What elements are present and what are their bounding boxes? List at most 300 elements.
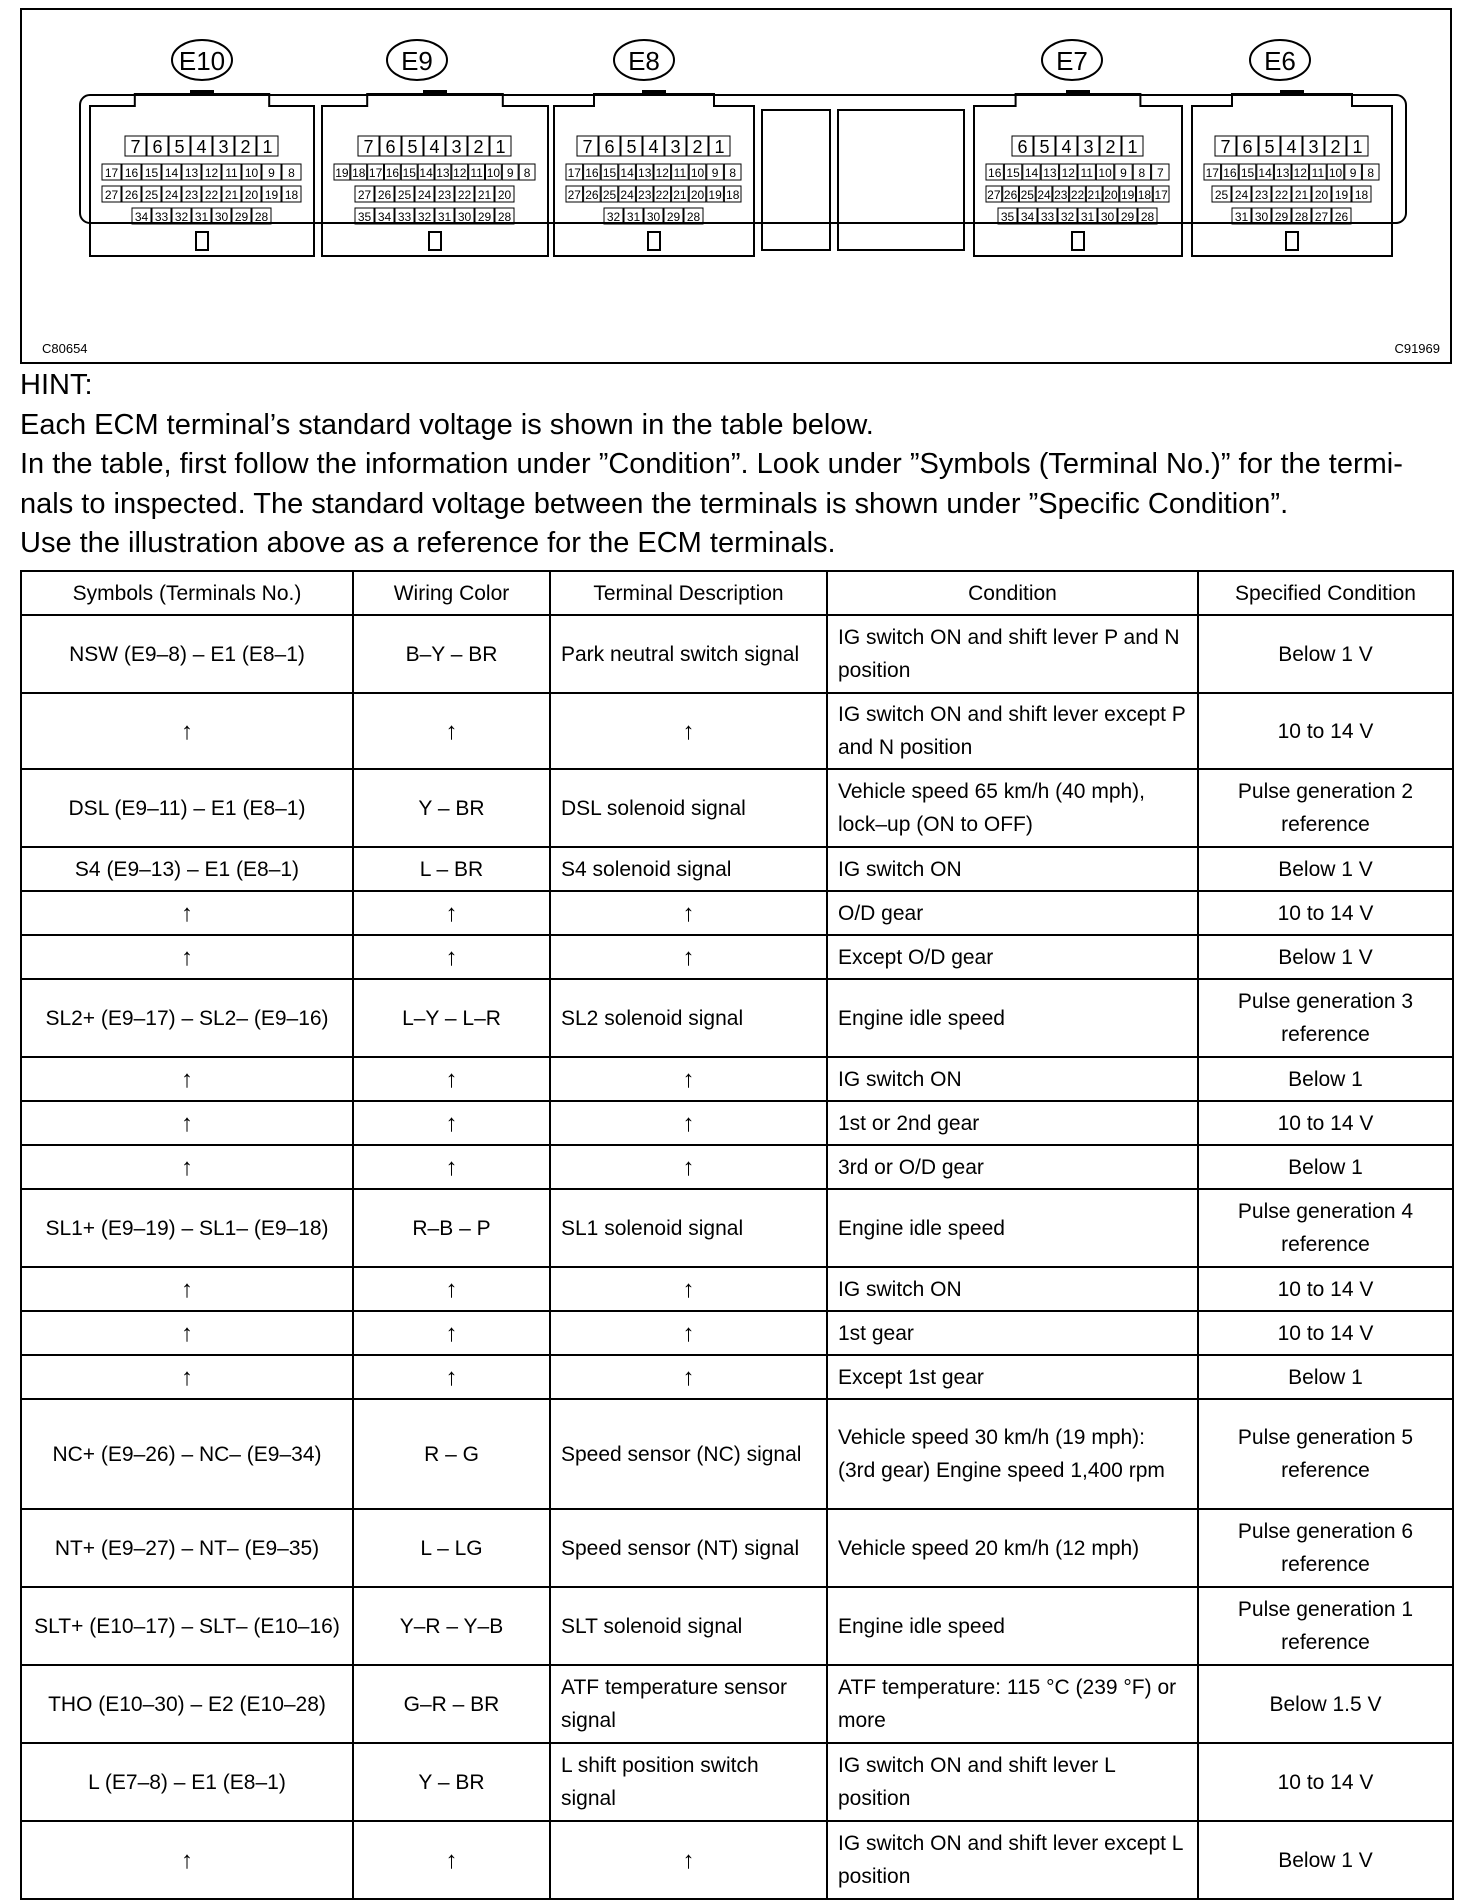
terminal-number: 12 — [1061, 166, 1075, 180]
terminal-number: 6 — [604, 137, 615, 157]
terminal-number: 32 — [417, 210, 432, 224]
terminal-number: 9 — [1349, 166, 1357, 180]
cell-terminal-description: ↑ — [550, 1057, 827, 1101]
cell-condition: Vehicle speed 65 km/h (40 mph), lock–up (ON to OFF) — [827, 769, 1198, 847]
table-row — [21, 1821, 1453, 1899]
cell-specified-condition: Pulse generation 4 reference — [1198, 1189, 1453, 1267]
terminal-number: 11 — [1080, 166, 1093, 180]
blank-slot — [762, 110, 830, 250]
terminal-number: 2 — [1330, 137, 1341, 157]
terminal-number: 16 — [988, 166, 1002, 180]
terminal-number: 12 — [655, 166, 669, 180]
terminal-number: 12 — [1293, 166, 1307, 180]
table-row — [21, 693, 1453, 769]
terminal-number: 25 — [397, 188, 412, 202]
terminal-number: 11 — [470, 166, 483, 180]
terminal-number: 4 — [429, 137, 440, 157]
cell-condition: IG switch ON and shift lever P and N position — [827, 615, 1198, 693]
table-row — [21, 891, 1453, 935]
terminal-number: 29 — [1274, 210, 1289, 224]
table-row — [21, 1665, 1453, 1743]
cell-specified-condition: Below 1 — [1198, 1355, 1453, 1399]
terminal-number: 29 — [666, 210, 681, 224]
cell-wiring-color: ↑ — [353, 1311, 550, 1355]
cell-symbols: SL2+ (E9–17) – SL2– (E9–16) — [21, 979, 353, 1057]
cell-condition: IG switch ON — [827, 847, 1198, 891]
cell-wiring-color: ↑ — [353, 1057, 550, 1101]
cell-wiring-color: R – G — [353, 1399, 550, 1509]
terminal-number: 24 — [620, 188, 634, 202]
cell-terminal-description: ↑ — [550, 1267, 827, 1311]
terminal-number: 1 — [495, 137, 506, 157]
cell-condition: Engine idle speed — [827, 1587, 1198, 1665]
terminal-number: 20 — [1104, 188, 1118, 202]
terminal-number: 22 — [204, 188, 219, 202]
cell-specified-condition: Below 1 V — [1198, 847, 1453, 891]
hint-section — [20, 366, 1460, 564]
ecm-connector-illustration — [22, 10, 1450, 362]
cell-symbols: DSL (E9–11) – E1 (E8–1) — [21, 769, 353, 847]
terminal-number: 29 — [477, 210, 492, 224]
table-row — [21, 979, 1453, 1057]
terminal-number: 13 — [436, 166, 450, 180]
cell-symbols: ↑ — [21, 693, 353, 769]
terminal-number: 12 — [453, 166, 467, 180]
terminal-number: 20 — [1314, 188, 1329, 202]
terminal-number: 3 — [1308, 137, 1319, 157]
hint-title: HINT: — [20, 369, 93, 401]
table-row — [21, 1101, 1453, 1145]
terminal-number: 3 — [670, 137, 681, 157]
terminal-number: 15 — [402, 166, 416, 180]
terminal-number: 17 — [1205, 166, 1219, 180]
header-specified-condition: Specified Condition — [1198, 571, 1453, 615]
cell-specified-condition: Pulse generation 5 reference — [1198, 1399, 1453, 1509]
terminal-number: 21 — [224, 188, 239, 202]
terminal-number: 25 — [602, 188, 617, 202]
terminal-number: 13 — [1043, 166, 1057, 180]
cell-specified-condition: 10 to 14 V — [1198, 1743, 1453, 1821]
terminal-number: 28 — [1294, 210, 1309, 224]
connector-label: E10 — [178, 46, 226, 76]
cell-specified-condition: 10 to 14 V — [1198, 1311, 1453, 1355]
terminal-number: 23 — [184, 188, 199, 202]
cell-specified-condition: Below 1 V — [1198, 935, 1453, 979]
table-row — [21, 1587, 1453, 1665]
table-row — [21, 1743, 1453, 1821]
cell-condition: Engine idle speed — [827, 1189, 1198, 1267]
terminal-number: 27 — [567, 188, 581, 202]
terminal-number: 7 — [582, 137, 593, 157]
terminal-number: 26 — [1334, 210, 1349, 224]
cell-symbols: S4 (E9–13) – E1 (E8–1) — [21, 847, 353, 891]
terminal-number: 3 — [451, 137, 462, 157]
cell-wiring-color: Y – BR — [353, 1743, 550, 1821]
terminal-number: 9 — [711, 166, 719, 180]
terminal-number: 26 — [585, 188, 599, 202]
header-symbols: Symbols (Terminals No.) — [21, 571, 353, 615]
terminal-number: 26 — [377, 188, 392, 202]
table-row — [21, 1267, 1453, 1311]
cell-condition: IG switch ON and shift lever L position — [827, 1743, 1198, 1821]
cell-symbols: NT+ (E9–27) – NT– (E9–35) — [21, 1509, 353, 1587]
cell-condition: Vehicle speed 20 km/h (12 mph) — [827, 1509, 1198, 1587]
cell-specified-condition: Below 1 V — [1198, 615, 1453, 693]
cell-condition: IG switch ON and shift lever except P and N position — [827, 693, 1198, 769]
terminal-number: 18 — [1354, 188, 1369, 202]
terminal-number: 2 — [240, 137, 251, 157]
terminal-number: 17 — [368, 166, 383, 180]
table-row — [21, 1057, 1453, 1101]
cell-terminal-description: ↑ — [550, 1355, 827, 1399]
cell-wiring-color: L – BR — [353, 847, 550, 891]
terminal-number: 7 — [130, 137, 141, 157]
connector-e9 — [322, 40, 548, 256]
cell-specified-condition: Below 1 V — [1198, 1821, 1453, 1899]
terminal-number: 2 — [1105, 137, 1116, 157]
terminal-number: 9 — [268, 166, 275, 180]
terminal-number: 1 — [1352, 137, 1363, 157]
terminal-number: 14 — [1024, 166, 1039, 180]
terminal-number: 15 — [1006, 166, 1020, 180]
terminal-number: 21 — [673, 188, 687, 202]
cell-symbols: ↑ — [21, 935, 353, 979]
connector-label: E9 — [401, 46, 433, 76]
terminal-number: 9 — [1120, 166, 1127, 180]
terminal-number: 17 — [567, 166, 581, 180]
cell-terminal-description: Speed sensor (NT) signal — [550, 1509, 827, 1587]
terminal-number: 1 — [262, 137, 273, 157]
cell-terminal-description: ATF temperature sensor signal — [550, 1665, 827, 1743]
terminal-number: 19 — [1334, 188, 1349, 202]
terminal-number: 11 — [225, 166, 238, 180]
cell-condition: Except 1st gear — [827, 1355, 1198, 1399]
cell-terminal-description: ↑ — [550, 891, 827, 935]
cell-condition: 1st or 2nd gear — [827, 1101, 1198, 1145]
connector-label: E6 — [1264, 46, 1296, 76]
connector-label: E8 — [628, 46, 660, 76]
terminal-number: 27 — [987, 188, 1001, 202]
terminal-number: 21 — [477, 188, 492, 202]
cell-terminal-description: SLT solenoid signal — [550, 1587, 827, 1665]
cell-symbols: NSW (E9–8) – E1 (E8–1) — [21, 615, 353, 693]
connector-label: E7 — [1056, 46, 1088, 76]
terminal-number: 8 — [1138, 166, 1146, 180]
hint-line: nals to inspected. The standard voltage between the terminals is shown under ”Specific Condition”. — [20, 487, 1289, 520]
cell-wiring-color: ↑ — [353, 1355, 550, 1399]
table-row — [21, 1399, 1453, 1509]
terminal-number: 18 — [1137, 188, 1152, 202]
terminal-number: 30 — [457, 210, 472, 224]
terminal-number: 3 — [218, 137, 229, 157]
terminal-number: 6 — [1242, 137, 1253, 157]
cell-terminal-description: ↑ — [550, 935, 827, 979]
terminal-number: 8 — [729, 166, 737, 180]
terminal-number: 14 — [164, 166, 179, 180]
cell-symbols: SL1+ (E9–19) – SL1– (E9–18) — [21, 1189, 353, 1267]
terminal-number: 28 — [1140, 210, 1155, 224]
terminal-number: 28 — [497, 210, 512, 224]
hint-line: In the table, first follow the information under ”Condition”. Look under ”Symbols (Terminal No.)” for the termi- — [20, 448, 1403, 480]
terminal-number: 30 — [1254, 210, 1269, 224]
table-header-row — [21, 571, 1453, 615]
cell-specified-condition: 10 to 14 V — [1198, 693, 1453, 769]
cell-specified-condition: Below 1 — [1198, 1145, 1453, 1189]
terminal-number: 19 — [264, 188, 279, 202]
cell-terminal-description: ↑ — [550, 1101, 827, 1145]
terminal-number: 33 — [397, 210, 412, 224]
terminal-number: 16 — [1223, 166, 1237, 180]
terminal-number: 16 — [585, 166, 599, 180]
terminal-number: 24 — [1234, 188, 1249, 202]
cell-symbols: SLT+ (E10–17) – SLT– (E10–16) — [21, 1587, 353, 1665]
terminal-number: 35 — [357, 210, 372, 224]
terminal-number: 11 — [673, 166, 687, 180]
terminal-number: 24 — [164, 188, 179, 202]
header-wiring-color: Wiring Color — [353, 571, 550, 615]
cell-wiring-color: L – LG — [353, 1509, 550, 1587]
cell-wiring-color: L–Y – L–R — [353, 979, 550, 1057]
terminal-number: 32 — [1060, 210, 1075, 224]
table-row — [21, 1355, 1453, 1399]
terminal-number: 22 — [1070, 188, 1085, 202]
terminal-number: 30 — [1100, 210, 1115, 224]
terminal-number: 30 — [646, 210, 661, 224]
terminal-number: 1 — [1127, 137, 1138, 157]
terminal-number: 8 — [523, 166, 531, 180]
cell-terminal-description: ↑ — [550, 693, 827, 769]
terminal-number: 22 — [1274, 188, 1289, 202]
table-row — [21, 1145, 1453, 1189]
terminal-number: 31 — [437, 210, 452, 224]
terminal-number: 23 — [437, 188, 452, 202]
cell-condition: Engine idle speed — [827, 979, 1198, 1057]
hint-line: Each ECM terminal’s standard voltage is shown in the table below. — [20, 408, 874, 441]
terminal-number: 31 — [1234, 210, 1249, 224]
terminal-number: 30 — [214, 210, 229, 224]
cell-condition: 1st gear — [827, 1311, 1198, 1355]
terminal-number: 2 — [473, 137, 484, 157]
blank-slot — [838, 110, 964, 250]
terminal-number: 35 — [1000, 210, 1015, 224]
terminal-number: 15 — [1240, 166, 1255, 180]
cell-wiring-color: ↑ — [353, 1267, 550, 1311]
terminal-number: 28 — [254, 210, 269, 224]
terminal-number: 16 — [124, 166, 139, 180]
terminal-number: 4 — [1061, 137, 1072, 157]
terminal-number: 2 — [692, 137, 703, 157]
terminal-number: 10 — [486, 166, 501, 180]
terminal-number: 22 — [457, 188, 472, 202]
terminal-number: 13 — [1276, 166, 1290, 180]
cell-terminal-description: DSL solenoid signal — [550, 769, 827, 847]
cell-symbols: NC+ (E9–26) – NC– (E9–34) — [21, 1399, 353, 1509]
header-terminal-description: Terminal Description — [550, 571, 827, 615]
cell-symbols: ↑ — [21, 1145, 353, 1189]
cell-specified-condition: 10 to 14 V — [1198, 891, 1453, 935]
cell-wiring-color: G–R – BR — [353, 1665, 550, 1743]
cell-condition: Vehicle speed 30 km/h (19 mph): (3rd gear) Engine speed 1,400 rpm — [827, 1399, 1198, 1509]
cell-terminal-description: SL1 solenoid signal — [550, 1189, 827, 1267]
table-row — [21, 1189, 1453, 1267]
terminal-number: 23 — [1254, 188, 1269, 202]
terminal-number: 21 — [1087, 188, 1101, 202]
connector-housing — [80, 95, 1406, 223]
terminal-number: 5 — [1039, 137, 1050, 157]
terminal-number: 20 — [244, 188, 259, 202]
cell-wiring-color: ↑ — [353, 1821, 550, 1899]
terminal-number: 13 — [184, 166, 199, 180]
cell-wiring-color: R–B – P — [353, 1189, 550, 1267]
terminal-number: 7 — [1156, 166, 1164, 180]
terminal-number: 27 — [104, 188, 119, 202]
terminal-number: 29 — [1120, 210, 1135, 224]
terminal-number: 5 — [1264, 137, 1275, 157]
terminal-number: 14 — [419, 166, 433, 180]
terminal-number: 7 — [363, 137, 374, 157]
cell-specified-condition: Below 1.5 V — [1198, 1665, 1453, 1743]
terminal-number: 8 — [288, 166, 295, 180]
cell-condition: IG switch ON — [827, 1057, 1198, 1101]
cell-symbols: ↑ — [21, 1057, 353, 1101]
cell-specified-condition: Below 1 — [1198, 1057, 1453, 1101]
terminal-number: 34 — [134, 210, 149, 224]
terminal-number: 28 — [686, 210, 701, 224]
terminal-number: 22 — [655, 188, 669, 202]
terminal-number: 4 — [1286, 137, 1297, 157]
cell-specified-condition: 10 to 14 V — [1198, 1267, 1453, 1311]
cell-wiring-color: Y–R – Y–B — [353, 1587, 550, 1665]
terminal-number: 21 — [1294, 188, 1309, 202]
terminal-number: 11 — [1311, 166, 1325, 180]
table-row — [21, 769, 1453, 847]
cell-terminal-description: ↑ — [550, 1821, 827, 1899]
terminal-number: 19 — [1121, 188, 1135, 202]
cell-terminal-description: Speed sensor (NC) signal — [550, 1399, 827, 1509]
cell-symbols: THO (E10–30) – E2 (E10–28) — [21, 1665, 353, 1743]
terminal-number: 5 — [407, 137, 418, 157]
terminal-number: 31 — [194, 210, 209, 224]
cell-symbols: ↑ — [21, 1101, 353, 1145]
terminal-number: 10 — [1098, 166, 1112, 180]
terminal-number: 18 — [284, 188, 299, 202]
terminal-number: 6 — [152, 137, 163, 157]
table-row — [21, 935, 1453, 979]
cell-condition: ATF temperature: 115 °C (239 °F) or more — [827, 1665, 1198, 1743]
terminal-number: 15 — [602, 166, 617, 180]
terminal-number: 18 — [726, 188, 740, 202]
terminal-number: 12 — [204, 166, 219, 180]
cell-symbols: L (E7–8) – E1 (E8–1) — [21, 1743, 353, 1821]
cell-specified-condition: Pulse generation 6 reference — [1198, 1509, 1453, 1587]
cell-specified-condition: Pulse generation 2 reference — [1198, 769, 1453, 847]
terminal-number: 33 — [1040, 210, 1055, 224]
cell-specified-condition: 10 to 14 V — [1198, 1101, 1453, 1145]
terminal-number: 14 — [1258, 166, 1272, 180]
cell-wiring-color: ↑ — [353, 693, 550, 769]
cell-symbols: ↑ — [21, 891, 353, 935]
cell-terminal-description: ↑ — [550, 1145, 827, 1189]
terminal-number: 6 — [385, 137, 396, 157]
cell-symbols: ↑ — [21, 1311, 353, 1355]
table-row — [21, 847, 1453, 891]
cell-specified-condition: Pulse generation 3 reference — [1198, 979, 1453, 1057]
cell-condition: O/D gear — [827, 891, 1198, 935]
terminal-number: 7 — [1220, 137, 1231, 157]
cell-condition: IG switch ON — [827, 1267, 1198, 1311]
table-row — [21, 1509, 1453, 1587]
terminal-number: 17 — [1154, 188, 1168, 202]
terminal-number: 1 — [714, 137, 725, 157]
terminal-number: 26 — [1003, 188, 1018, 202]
cell-terminal-description: SL2 solenoid signal — [550, 979, 827, 1057]
terminal-number: 17 — [104, 166, 119, 180]
table-row — [21, 615, 1453, 693]
cell-terminal-description: Park neutral switch signal — [550, 615, 827, 693]
cell-specified-condition: Pulse generation 1 reference — [1198, 1587, 1453, 1665]
connector-diagram — [20, 8, 1452, 364]
terminal-number: 16 — [385, 166, 400, 180]
terminal-number: 20 — [497, 188, 512, 202]
terminal-number: 32 — [606, 210, 621, 224]
figure-code-left: C80654 — [42, 341, 88, 356]
terminal-number: 10 — [244, 166, 259, 180]
terminal-number: 5 — [626, 137, 637, 157]
cell-condition: IG switch ON and shift lever except L position — [827, 1821, 1198, 1899]
cell-terminal-description: ↑ — [550, 1311, 827, 1355]
terminal-number: 27 — [357, 188, 372, 202]
connector-e7 — [974, 40, 1182, 256]
terminal-number: 4 — [196, 137, 207, 157]
terminal-number: 10 — [1328, 166, 1343, 180]
terminal-number: 31 — [626, 210, 641, 224]
terminal-number: 19 — [708, 188, 722, 202]
cell-symbols: ↑ — [21, 1267, 353, 1311]
terminal-number: 23 — [638, 188, 652, 202]
terminal-number: 26 — [124, 188, 139, 202]
terminal-number: 25 — [1020, 188, 1034, 202]
cell-wiring-color: Y – BR — [353, 769, 550, 847]
cell-wiring-color: ↑ — [353, 1145, 550, 1189]
terminal-number: 8 — [1367, 166, 1375, 180]
terminal-number: 34 — [377, 210, 392, 224]
terminal-number: 32 — [174, 210, 189, 224]
cell-wiring-color: B–Y – BR — [353, 615, 550, 693]
terminal-number: 5 — [174, 137, 185, 157]
cell-condition: Except O/D gear — [827, 935, 1198, 979]
terminal-number: 23 — [1054, 188, 1068, 202]
terminal-number: 9 — [506, 166, 514, 180]
hint-line: Use the illustration above as a reference for the ECM terminals. — [20, 527, 836, 559]
terminal-number: 25 — [1214, 188, 1229, 202]
header-condition: Condition — [827, 571, 1198, 615]
cell-condition: 3rd or O/D gear — [827, 1145, 1198, 1189]
terminal-number: 19 — [335, 166, 349, 180]
terminal-number: 18 — [352, 166, 366, 180]
terminal-number: 34 — [1020, 210, 1035, 224]
terminal-number: 10 — [690, 166, 705, 180]
terminal-number: 14 — [620, 166, 634, 180]
terminal-number: 24 — [417, 188, 432, 202]
cell-terminal-description: S4 solenoid signal — [550, 847, 827, 891]
terminal-number: 3 — [1083, 137, 1094, 157]
terminal-number: 15 — [144, 166, 159, 180]
cell-symbols: ↑ — [21, 1355, 353, 1399]
cell-symbols: ↑ — [21, 1821, 353, 1899]
terminal-number: 24 — [1037, 188, 1051, 202]
cell-wiring-color: ↑ — [353, 891, 550, 935]
figure-code-right: C91969 — [1394, 341, 1440, 356]
